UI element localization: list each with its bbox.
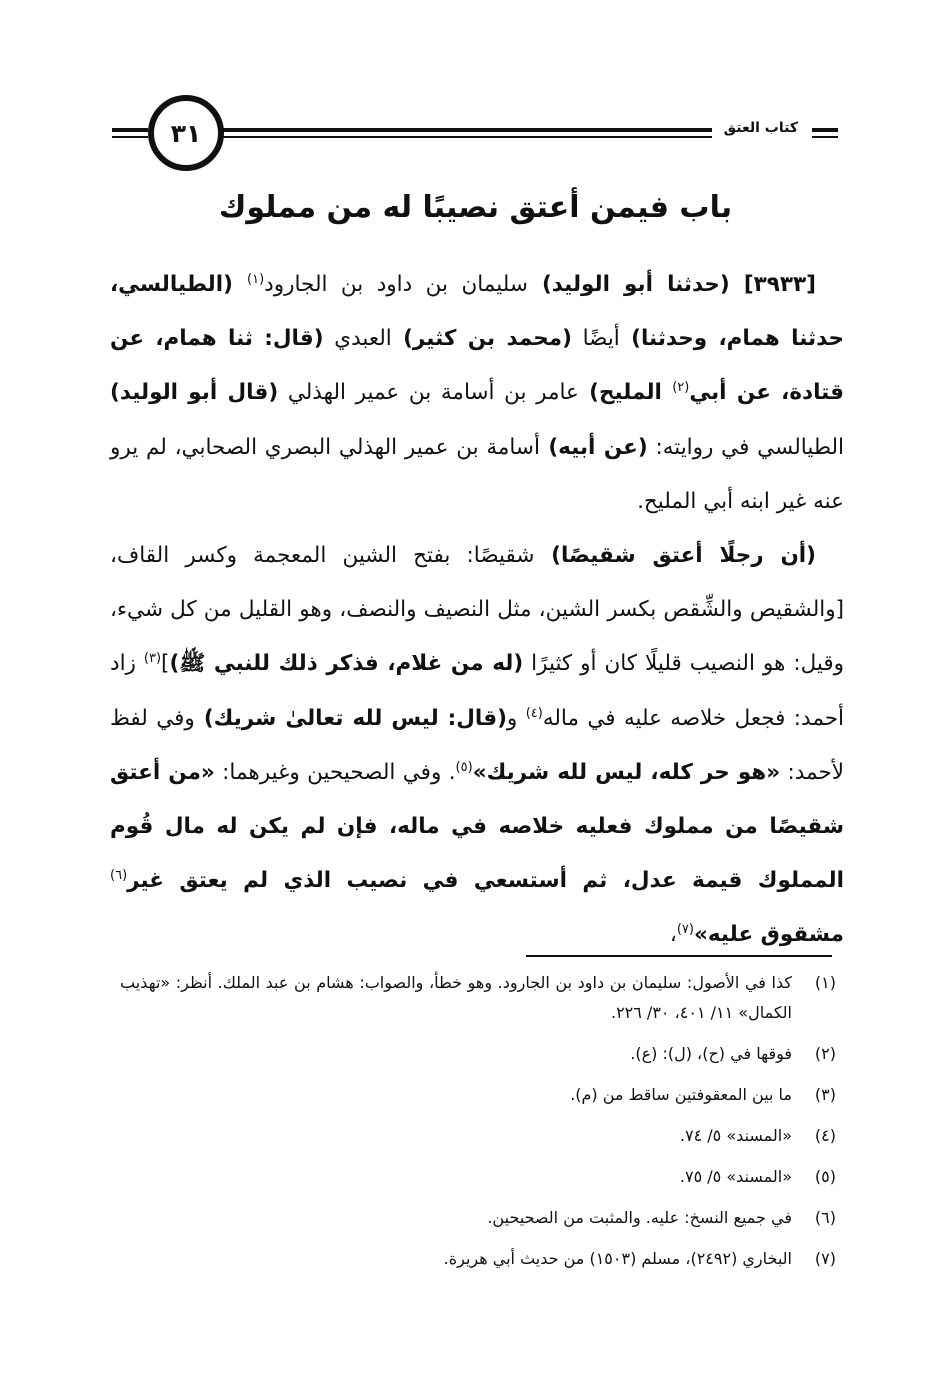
quote-text: مشقوق عليه»	[693, 922, 844, 948]
footnote-ref: (٢)	[672, 380, 690, 396]
footnote	[120, 1121, 836, 1151]
paragraph-commentary	[110, 529, 844, 963]
page-header	[112, 92, 838, 178]
footnote-ref: (٥)	[455, 759, 473, 775]
header-rule-left	[112, 128, 148, 132]
footnote-text: «المسند» ٥/ ٧٥.	[679, 1167, 792, 1186]
footnote-text: كذا في الأصول: سليمان بن داود بن الجارود. وهو خطأ، والصواب: هشام بن عبد الملك. أنظر: «تهذيب الكمال» ١١/ ٤٠١، ٣٠/ ٢٢٦.	[120, 973, 792, 1022]
footnote-text: ما بين المعقوفتين ساقط من (م).	[570, 1085, 792, 1104]
footnote-number: (٢)	[814, 1044, 836, 1063]
footnote	[120, 968, 836, 1028]
footnote	[120, 1244, 836, 1274]
header-rule-tail-thin	[812, 136, 838, 138]
footnote-ref: (٦)	[110, 868, 128, 884]
hadith-text: (الطيالسي، حدثنا همام، وحدثنا)	[110, 272, 845, 352]
commentary-text: . وفي الصحيحين وغيرهما:	[214, 759, 456, 785]
page-number-text: ٣١	[170, 118, 202, 148]
commentary-text: شقيصًا: بفتح الشين المعجمة وكسر القاف، [والشقيص والشِّقص بكسر الشين، مثل النصيف والنصف، وهو القليل من كل شيء، وقيل: هو النصيب قليلًا كان أو كثيرًا	[110, 543, 845, 677]
paragraph-hadith	[110, 258, 844, 529]
hadith-text: (محمد بن كثير)	[391, 326, 572, 352]
main-text	[110, 258, 844, 963]
header-rule-left-thin	[112, 136, 148, 138]
commentary-text: ]	[161, 651, 170, 677]
footnote	[120, 1162, 836, 1192]
hadith-text: (قال: ليس لله تعالىٰ شريك)	[194, 705, 507, 731]
hadith-text: (قال أبو الوليد)	[110, 380, 279, 406]
commentary-text: و	[506, 705, 526, 731]
footnote-text: «المسند» ٥/ ٧٤.	[679, 1126, 792, 1145]
commentary-text: وفي لفظ لأحمد:	[110, 705, 845, 785]
hadith-text: (أن رجلًا أعتق شقيصًا)	[534, 543, 816, 569]
footnote	[120, 1080, 836, 1110]
footnote	[120, 1203, 836, 1233]
footnote-ref: (٧)	[676, 922, 694, 938]
footnote-ref: (٤)	[525, 705, 543, 721]
footnote-ref: (١)	[247, 271, 265, 287]
commentary-text: العبدي	[323, 326, 392, 352]
footnote-text: في جميع النسخ: عليه. والمثبت من الصحيحين.	[487, 1208, 792, 1227]
page-number	[148, 95, 224, 171]
footnote-number: (٥)	[814, 1167, 836, 1186]
commentary-text: أسامة بن عمير الهذلي البصري الصحابي، لم يرو عنه غير ابنه أبي المليح.	[110, 434, 844, 514]
footnote	[120, 1039, 836, 1069]
header-rule-thin	[190, 136, 712, 138]
commentary-text: عامر بن أسامة بن عمير الهذلي	[278, 380, 579, 406]
commentary-text: زاد أحمد: فجعل خلاصه عليه في ماله	[110, 651, 845, 731]
header-rule	[190, 128, 712, 132]
footnote-number: (١)	[814, 973, 836, 992]
commentary-text: أيضًا	[571, 326, 620, 352]
footnote-text: فوقها في (ح)، (ل): (ع).	[630, 1044, 792, 1063]
hadith-text: (له من غلام، فذكر ذلك للنبي ﷺ)	[169, 651, 524, 677]
footnote-separator	[526, 955, 832, 957]
footnote-text: البخاري (٢٤٩٢)، مسلم (١٥٠٣) من حديث أبي هريرة.	[443, 1249, 792, 1268]
quote-text: «من أعتق شقيصًا من مملوك فعليه خلاصه في ماله، فإن لم يكن له مال قُوم المملوك قيمة عدل، ثم أستسعي في نصيب الذي لم يعتق غير	[110, 759, 844, 894]
footnote-number: (٣)	[814, 1085, 836, 1104]
commentary-text: سليمان بن داود بن الجارود	[264, 272, 528, 297]
commentary-text: الطيالسي في روايته:	[647, 434, 844, 460]
footnotes	[120, 968, 836, 1285]
hadith-text: (قال: ثنا همام، عن قتادة، عن أبي	[110, 326, 844, 406]
header-rule-tail	[812, 128, 838, 132]
commentary-text: ،	[669, 922, 677, 948]
footnote-number: (٤)	[814, 1126, 836, 1145]
footnote-number: (٧)	[814, 1249, 836, 1268]
running-title: كتاب العتق	[718, 120, 804, 136]
hadith-text: (عن أبيه)	[539, 434, 648, 460]
chapter-title: باب فيمن أعتق نصيبًا له من مملوك	[218, 190, 733, 225]
footnote-ref: (٣)	[143, 651, 162, 667]
hadith-text: المليح)	[578, 380, 673, 406]
hadith-text: [٣٩٣٣] (حدثنا أبو الوليد)	[527, 272, 816, 297]
footnote-number: (٦)	[814, 1208, 836, 1227]
quote-text: «هو حر كله، ليس لله شريك»	[472, 759, 781, 785]
